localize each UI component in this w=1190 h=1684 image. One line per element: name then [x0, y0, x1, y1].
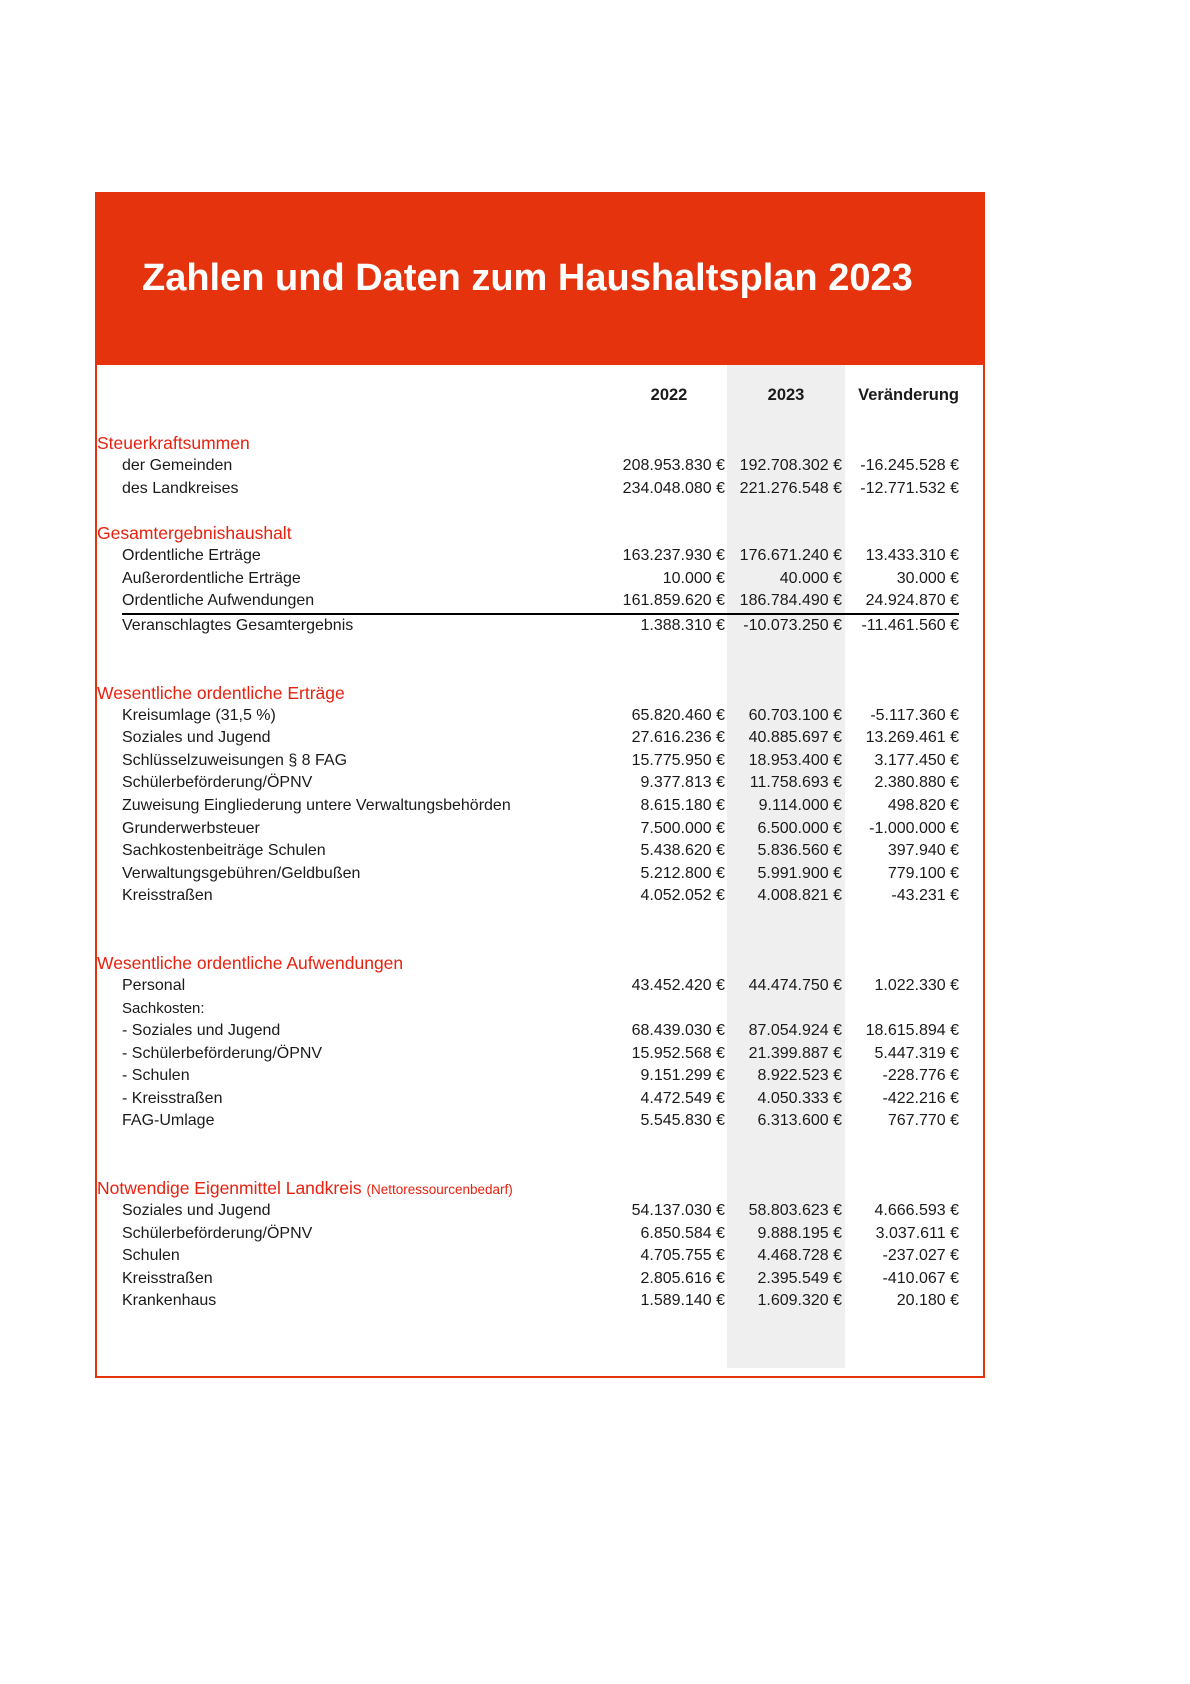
value-2023: 87.054.924 € [748, 1022, 842, 1040]
row-label: Veranschlagtes Gesamtergebnis [122, 616, 354, 634]
table-row [122, 1290, 959, 1313]
value-change: -16.245.528 € [860, 457, 959, 474]
table-row [122, 863, 959, 886]
value-2023: 4.468.728 € [757, 1247, 842, 1265]
table-row [122, 1223, 959, 1246]
value-change: 397.940 € [887, 842, 959, 860]
value-2023: 186.784.490 € [739, 592, 842, 610]
table-row [122, 615, 959, 638]
table-row [122, 840, 959, 863]
value-change: -43.231 € [891, 887, 959, 905]
table-row [122, 975, 959, 998]
value-2022: 7.500.000 € [640, 819, 725, 837]
value-change: 30.000 € [896, 569, 959, 587]
row-label: Ordentliche Aufwendungen [122, 592, 315, 610]
value-2023: -10.073.250 € [743, 616, 842, 634]
value-change: 1.022.330 € [874, 976, 959, 994]
value-2022: 163.237.930 € [622, 547, 725, 565]
table-row [122, 590, 959, 615]
table-row [122, 727, 959, 750]
row-label: Kreisumlage (31,5 %) [122, 706, 276, 724]
column-header-2022: 2022 [650, 386, 688, 404]
value-2023: 4.008.821 € [757, 887, 842, 905]
value-2023: 2.395.549 € [757, 1269, 842, 1287]
value-2023: 192.708.302 € [739, 457, 842, 474]
table-row [122, 998, 959, 1021]
section-rows [97, 455, 983, 500]
value-2023: 4.050.333 € [757, 1089, 842, 1107]
section-heading-text: Wesentliche ordentliche Erträge [97, 682, 345, 703]
table-row [122, 1020, 959, 1043]
table-section [97, 952, 983, 1133]
row-label: Zuweisung Eingliederung untere Verwaltungsbehörden [122, 796, 511, 814]
value-2022: 10.000 € [662, 569, 725, 587]
value-change: -5.117.360 € [870, 706, 959, 724]
value-change: 13.269.461 € [865, 729, 959, 747]
value-change: 3.177.450 € [874, 751, 959, 769]
row-label: - Kreisstraßen [122, 1089, 223, 1107]
value-2022: 4.472.549 € [640, 1089, 725, 1107]
section-heading [97, 432, 983, 455]
section-heading [97, 1177, 983, 1200]
value-2023: 40.885.697 € [748, 729, 842, 747]
section-rows [97, 975, 983, 1133]
value-change: -11.461.560 € [861, 616, 959, 634]
row-label: der Gemeinden [122, 457, 233, 474]
value-change: 18.615.894 € [865, 1022, 959, 1040]
table-section [97, 432, 983, 500]
row-label: Außerordentliche Erträge [122, 569, 301, 587]
table-row [122, 478, 959, 501]
title-banner [95, 192, 985, 365]
value-2022: 65.820.460 € [631, 706, 725, 724]
value-2022: 4.705.755 € [640, 1247, 725, 1265]
value-change: 13.433.310 € [865, 547, 959, 565]
value-2022: 15.775.950 € [631, 751, 725, 769]
value-change: 498.820 € [887, 796, 959, 814]
value-change: -228.776 € [882, 1067, 959, 1085]
row-label: Soziales und Jugend [122, 1202, 271, 1220]
value-2023: 6.313.600 € [757, 1112, 842, 1130]
value-2023: 9.114.000 € [758, 796, 842, 814]
table-row [122, 1065, 959, 1088]
table-row [122, 1268, 959, 1291]
row-label: Schulen [122, 1247, 180, 1265]
table-row [122, 1245, 959, 1268]
table-row [122, 455, 959, 478]
value-2022: 234.048.080 € [622, 479, 725, 497]
value-2022: 5.212.800 € [640, 864, 725, 882]
section-rows [97, 545, 983, 637]
value-2023: 1.609.320 € [757, 1292, 842, 1310]
value-2022: 27.616.236 € [631, 729, 725, 747]
section-rows [97, 705, 983, 908]
value-change: 767.770 € [887, 1112, 959, 1130]
table-row [122, 795, 959, 818]
section-heading-text: Steuerkraftsummen [97, 433, 250, 453]
value-change: 779.100 € [887, 864, 959, 882]
table-area [95, 365, 985, 1378]
value-2023: 58.803.623 € [748, 1202, 842, 1220]
row-label: Krankenhaus [122, 1292, 217, 1310]
table-row [122, 885, 959, 908]
section-heading [97, 522, 983, 545]
page-title: Zahlen und Daten zum Haushaltsplan 2023 [142, 257, 913, 299]
value-change: -237.027 € [882, 1247, 959, 1265]
row-label: Grunderwerbsteuer [122, 819, 260, 837]
row-label: Sachkosten: [122, 999, 205, 1017]
value-2022: 5.545.830 € [640, 1112, 725, 1130]
value-change: -410.067 € [882, 1269, 959, 1287]
column-header-row [122, 384, 959, 410]
section-heading [97, 682, 983, 705]
value-2023: 5.836.560 € [757, 842, 842, 860]
table-row [122, 1043, 959, 1066]
value-2022: 208.953.830 € [622, 457, 725, 474]
value-change: 20.180 € [896, 1292, 959, 1310]
value-2022: 6.850.584 € [640, 1224, 725, 1242]
value-2023: 221.276.548 € [739, 479, 842, 497]
value-change: 3.037.611 € [875, 1224, 959, 1242]
row-label: Schülerbeförderung/ÖPNV [122, 1224, 313, 1242]
value-2023: 176.671.240 € [739, 547, 842, 565]
table-section [97, 1177, 983, 1313]
table-row [122, 705, 959, 728]
column-header-veraenderung: Veränderung [858, 386, 959, 404]
row-label: Sachkostenbeiträge Schulen [122, 842, 326, 860]
table-row [122, 1110, 959, 1133]
document-page [95, 192, 985, 1378]
row-label: Verwaltungsgebühren/Geldbußen [122, 864, 361, 882]
value-change: 24.924.870 € [865, 592, 959, 610]
table-row [122, 1200, 959, 1223]
value-2022: 1.388.310 € [640, 616, 725, 634]
table-row [122, 568, 959, 591]
row-label: - Schülerbeförderung/ÖPNV [122, 1044, 323, 1062]
value-2022: 68.439.030 € [631, 1022, 725, 1040]
value-2022: 4.052.052 € [640, 887, 725, 905]
value-change: 4.666.593 € [874, 1202, 959, 1220]
row-label: Ordentliche Erträge [122, 547, 261, 565]
row-label: - Schulen [122, 1067, 190, 1085]
section-heading-text: Wesentliche ordentliche Aufwendungen [97, 952, 404, 973]
table-row [122, 545, 959, 568]
section-heading-text: Notwendige Eigenmittel Landkreis [97, 1178, 362, 1199]
value-2023: 44.474.750 € [748, 976, 842, 994]
value-2023: 5.991.900 € [757, 864, 842, 882]
value-2022: 8.615.180 € [640, 796, 725, 814]
section-heading [97, 952, 983, 975]
value-2022: 43.452.420 € [631, 976, 725, 994]
table-section [97, 522, 983, 637]
value-2022: 9.377.813 € [640, 774, 725, 792]
value-change: -1.000.000 € [869, 819, 959, 837]
value-2023: 6.500.000 € [757, 819, 842, 837]
row-label: Kreisstraßen [122, 1269, 213, 1287]
table-row [122, 1088, 959, 1111]
value-2023: 9.888.195 € [757, 1224, 842, 1242]
row-label: - Soziales und Jugend [122, 1022, 281, 1040]
value-2023: 60.703.100 € [748, 706, 842, 724]
value-2022: 1.589.140 € [640, 1292, 725, 1310]
value-2023: 40.000 € [779, 569, 842, 587]
value-change: 2.380.880 € [874, 774, 959, 792]
table-row [122, 772, 959, 795]
value-2022: 9.151.299 € [640, 1067, 725, 1085]
table-section [97, 682, 983, 908]
table-row [122, 818, 959, 841]
value-2022: 15.952.568 € [631, 1044, 725, 1062]
row-label: des Landkreises [122, 479, 239, 497]
value-change: 5.447.319 € [874, 1044, 959, 1062]
column-header-2023: 2023 [767, 386, 805, 404]
value-change: -12.771.532 € [860, 479, 959, 497]
value-change: -422.216 € [882, 1089, 959, 1107]
value-2023: 11.758.693 € [749, 774, 842, 792]
budget-table [97, 365, 983, 1313]
row-label: Kreisstraßen [122, 887, 213, 905]
row-label: Soziales und Jugend [122, 729, 271, 747]
value-2023: 18.953.400 € [748, 751, 842, 769]
section-heading-text: Gesamtergebnishaushalt [97, 523, 292, 544]
value-2022: 54.137.030 € [631, 1202, 725, 1220]
value-2023: 8.922.523 € [757, 1067, 842, 1085]
value-2022: 5.438.620 € [640, 842, 725, 860]
value-2023: 21.399.887 € [748, 1044, 842, 1062]
section-heading-note: (Nettoressourcenbedarf) [366, 1182, 513, 1198]
row-label: FAG-Umlage [122, 1112, 215, 1130]
section-rows [97, 1200, 983, 1313]
value-2022: 161.859.620 € [622, 592, 725, 610]
row-label: Personal [122, 976, 186, 994]
row-label: Schülerbeförderung/ÖPNV [122, 774, 313, 792]
row-label: Schlüsselzuweisungen § 8 FAG [122, 751, 348, 769]
value-2022: 2.805.616 € [640, 1269, 725, 1287]
table-row [122, 750, 959, 773]
